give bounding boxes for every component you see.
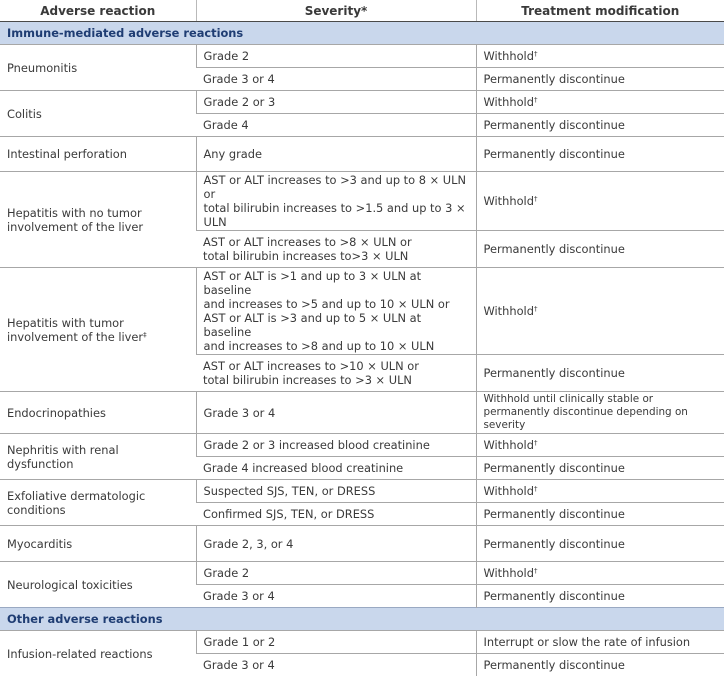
modification-cell — [476, 268, 724, 355]
severity-cell: Grade 2, 3, or 4 — [196, 526, 476, 562]
modification-cell: Permanently discontinue — [476, 114, 724, 137]
reaction-endocrinopathies: Endocrinopathies — [0, 392, 196, 434]
modification-cell: Permanently discontinue — [476, 503, 724, 526]
label-line: Hepatitis with tumor — [7, 316, 124, 330]
severity-cell: Grade 3 or 4 — [196, 585, 476, 608]
severity-cell: Grade 2 or 3 — [196, 91, 476, 114]
severity-line: AST or ALT is >3 and up to 5 × ULN at baseline — [204, 311, 422, 339]
reaction-pneumonitis: Pneumonitis — [0, 45, 196, 91]
modification-cell: Permanently discontinue — [476, 526, 724, 562]
severity-cell: Grade 4 increased blood creatinine — [196, 457, 476, 480]
dagger-footnote-mark: † — [534, 50, 538, 58]
reaction-neurological-toxicities: Neurological toxicities — [0, 562, 196, 608]
modification-cell: Permanently discontinue — [476, 654, 724, 676]
modification-text: Withhold — [484, 304, 534, 318]
dagger-footnote-mark: † — [534, 305, 538, 313]
table-row — [0, 45, 724, 68]
severity-cell — [196, 268, 476, 355]
modification-cell — [476, 480, 724, 503]
severity-cell: Grade 3 or 4 — [196, 392, 476, 434]
table-row — [0, 392, 724, 434]
dagger-footnote-mark: † — [534, 96, 538, 104]
severity-line: and increases to >8 and up to 10 × ULN — [204, 339, 435, 353]
section-title: Immune-mediated adverse reactions — [0, 22, 724, 45]
reaction-exfoliative-dermatologic — [0, 480, 196, 526]
severity-cell: Grade 3 or 4 — [196, 654, 476, 676]
severity-cell: Grade 2 or 3 increased blood creatinine — [196, 434, 476, 457]
label-line: involvement of the liver — [7, 330, 143, 344]
severity-cell: Suspected SJS, TEN, or DRESS — [196, 480, 476, 503]
severity-cell: Any grade — [196, 137, 476, 172]
modification-cell: Permanently discontinue — [476, 355, 724, 392]
dagger-footnote-mark: † — [534, 567, 538, 575]
modification-cell: Interrupt or slow the rate of infusion — [476, 631, 724, 654]
severity-cell — [196, 231, 476, 268]
reaction-myocarditis: Myocarditis — [0, 526, 196, 562]
modification-cell: Permanently discontinue — [476, 137, 724, 172]
reaction-colitis: Colitis — [0, 91, 196, 137]
dagger-footnote-mark: † — [534, 439, 538, 447]
severity-line: AST or ALT increases to >3 and up to 8 × ULN or — [204, 173, 466, 201]
table-row — [0, 631, 724, 654]
table-row — [0, 480, 724, 503]
table-row — [0, 268, 724, 355]
reaction-intestinal-perforation: Intestinal perforation — [0, 137, 196, 172]
section-immune-mediated — [0, 22, 724, 45]
double-dagger-footnote-mark: ‡ — [143, 331, 147, 339]
severity-line: AST or ALT increases to >10 × ULN or — [203, 359, 419, 373]
table-row — [0, 91, 724, 114]
modification-text: Withhold — [484, 566, 534, 580]
header-treatment-modification: Treatment modification — [476, 0, 724, 22]
modification-line: permanently discontinue depending on severity — [484, 406, 688, 431]
modification-cell: Permanently discontinue — [476, 457, 724, 480]
severity-cell: Confirmed SJS, TEN, or DRESS — [196, 503, 476, 526]
reaction-hepatitis-no-tumor — [0, 172, 196, 268]
modification-cell — [476, 392, 724, 434]
modification-text: Withhold — [484, 95, 534, 109]
severity-line: AST or ALT increases to >8 × ULN or — [203, 235, 412, 249]
severity-cell: Grade 2 — [196, 45, 476, 68]
severity-cell: Grade 3 or 4 — [196, 68, 476, 91]
reaction-infusion-related: Infusion-related reactions — [0, 631, 196, 676]
table-row — [0, 562, 724, 585]
modification-text: Withhold — [484, 438, 534, 452]
dagger-footnote-mark: † — [534, 195, 538, 203]
severity-line: total bilirubin increases to >3 × ULN — [203, 373, 412, 387]
severity-line: total bilirubin increases to >1.5 and up to 3 × ULN — [204, 201, 466, 229]
modification-text: Withhold — [484, 484, 534, 498]
severity-cell — [196, 355, 476, 392]
table-row — [0, 434, 724, 457]
modification-cell: Permanently discontinue — [476, 68, 724, 91]
modification-cell — [476, 172, 724, 231]
modification-line: Withhold until clinically stable or — [484, 393, 654, 405]
table-row — [0, 172, 724, 231]
severity-line: total bilirubin increases to>3 × ULN — [203, 249, 408, 263]
header-row — [0, 0, 724, 22]
modification-text: Withhold — [484, 194, 534, 208]
severity-cell: Grade 4 — [196, 114, 476, 137]
dagger-footnote-mark: † — [534, 485, 538, 493]
modification-cell — [476, 562, 724, 585]
label-line: Exfoliative dermatologic — [7, 489, 145, 503]
label-line: conditions — [7, 503, 66, 517]
modification-text: Withhold — [484, 49, 534, 63]
table-row — [0, 137, 724, 172]
section-title: Other adverse reactions — [0, 608, 724, 631]
modification-cell — [476, 45, 724, 68]
reaction-nephritis: Nephritis with renal dysfunction — [0, 434, 196, 480]
label-line: involvement of the liver — [7, 220, 143, 234]
section-other-adverse — [0, 608, 724, 631]
severity-cell: Grade 1 or 2 — [196, 631, 476, 654]
severity-line: and increases to >5 and up to 10 × ULN or — [204, 297, 450, 311]
severity-cell: Grade 2 — [196, 562, 476, 585]
modification-cell: Permanently discontinue — [476, 585, 724, 608]
severity-cell — [196, 172, 476, 231]
header-adverse-reaction: Adverse reaction — [0, 0, 196, 22]
modification-cell — [476, 91, 724, 114]
modification-cell: Permanently discontinue — [476, 231, 724, 268]
header-severity: Severity* — [196, 0, 476, 22]
reaction-hepatitis-tumor — [0, 268, 196, 392]
modification-cell — [476, 434, 724, 457]
severity-line: AST or ALT is >1 and up to 3 × ULN at baseline — [204, 269, 422, 297]
table-row — [0, 526, 724, 562]
label-line: Hepatitis with no tumor — [7, 206, 142, 220]
